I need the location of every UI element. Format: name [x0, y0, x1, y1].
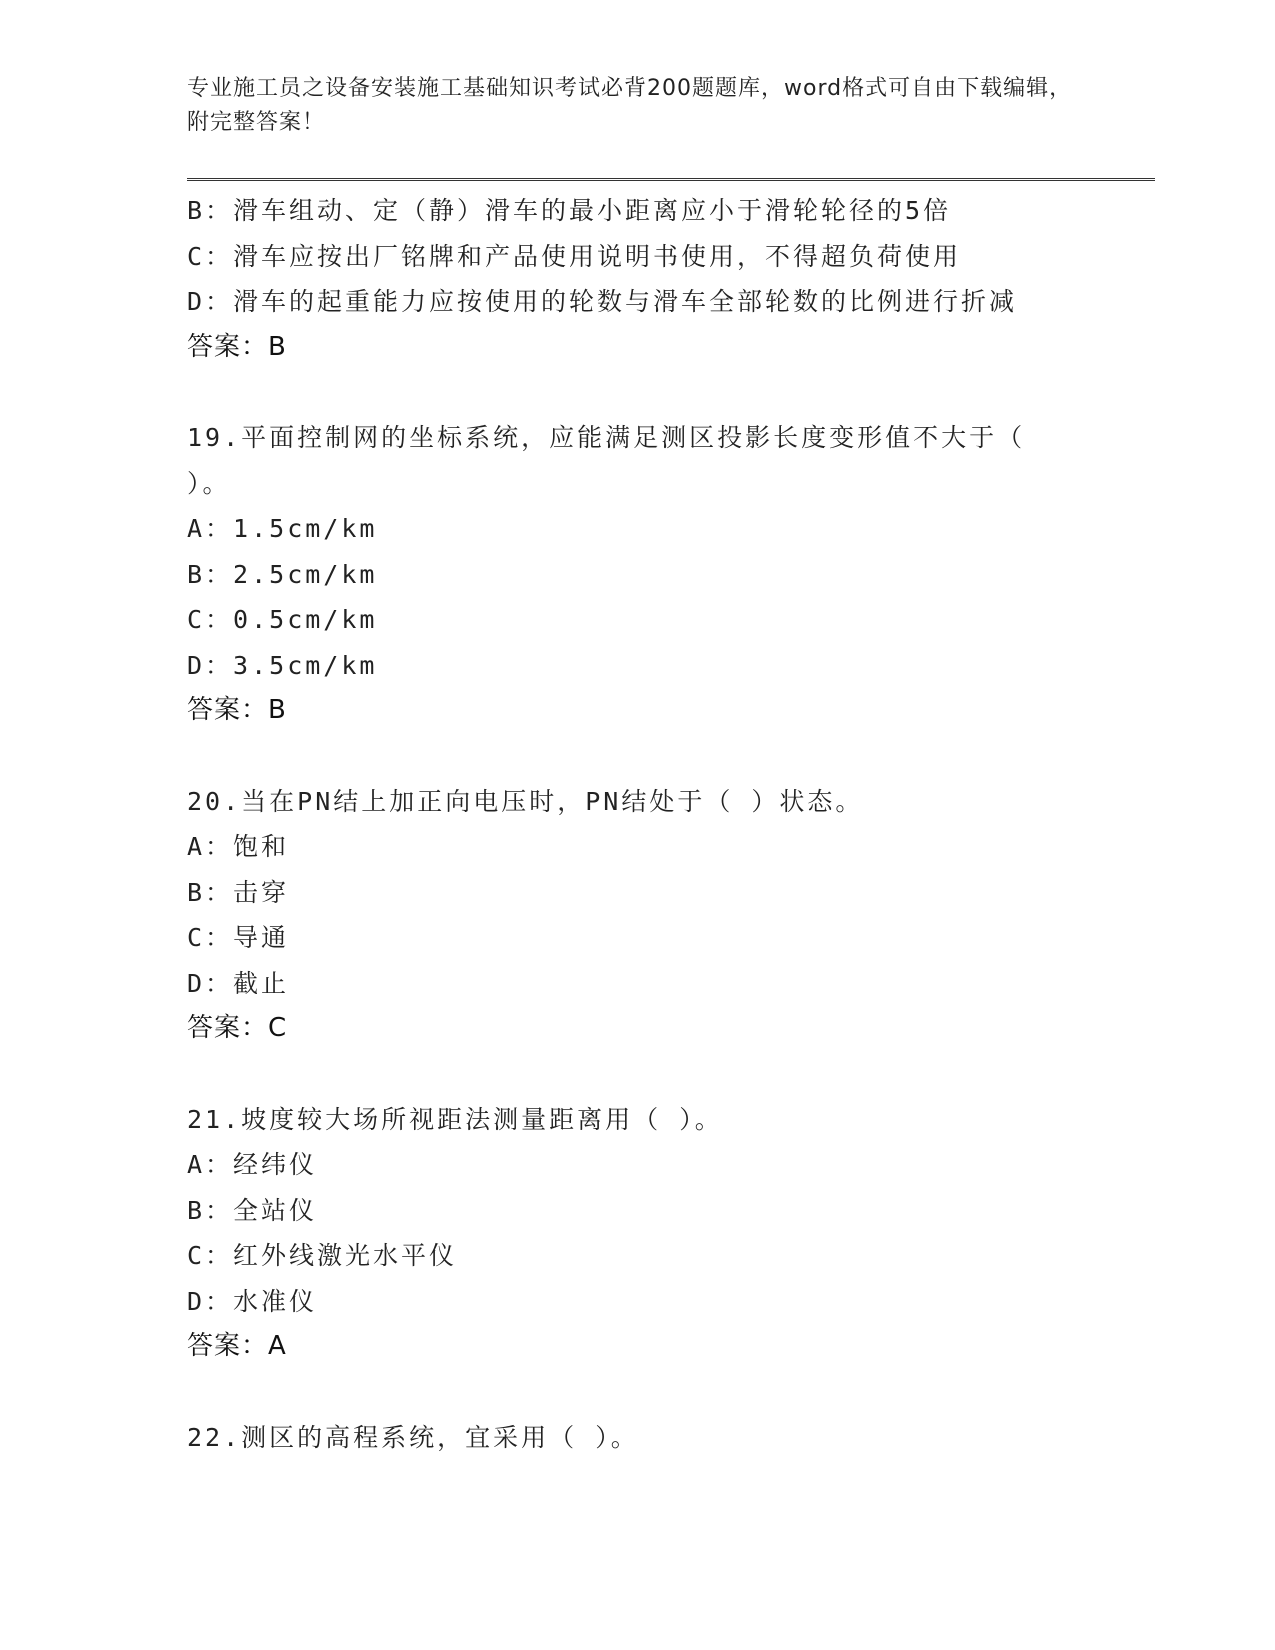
question-stem: 19.平面控制网的坐标系统，应能满足测区投影长度变形值不大于（ ）。	[187, 423, 1026, 498]
option-d: D：滑车的起重能力应按使用的轮数与滑车全部轮数的比例进行折减	[187, 287, 1018, 316]
option-b: B：击穿	[187, 877, 290, 907]
option-c: C：红外线激光水平仪	[187, 1241, 458, 1270]
answer-line: 答案：B	[187, 331, 287, 362]
document-header: 专业施工员之设备安装施工基础知识考试必背200题题库，word格式可自由下载编辑，附完整答案！	[187, 76, 1073, 135]
document-body	[187, 188, 1067, 1460]
question-stem: 21.坡度较大场所视距法测量距离用（ ）。	[187, 1104, 723, 1134]
option-b: B：全站仪	[187, 1195, 318, 1225]
option-d: D：3.5cm/km	[187, 650, 378, 680]
answer-line: 答案：A	[187, 1331, 287, 1361]
option-a: A：饱和	[187, 832, 290, 861]
option-d: D：水准仪	[187, 1286, 318, 1316]
header-divider	[187, 178, 1155, 181]
answer-line: 答案：C	[187, 1013, 288, 1043]
question-22	[187, 1415, 1067, 1461]
option-b: B：2.5cm/km	[187, 559, 378, 589]
question-19	[187, 415, 1067, 734]
option-c: C：导通	[187, 923, 290, 952]
option-a: A：1.5cm/km	[187, 514, 378, 543]
option-d: D：截止	[187, 968, 290, 998]
answer-line: 答案：B	[187, 695, 287, 725]
question-20	[187, 779, 1067, 1052]
option-c: C：滑车应按出厂铭牌和产品使用说明书使用，不得超负荷使用	[187, 241, 962, 271]
question-18-continued	[187, 188, 1067, 370]
option-b: B：滑车组动、定（静）滑车的最小距离应小于滑轮轮径的5倍	[187, 196, 952, 225]
option-c: C：0.5cm/km	[187, 605, 378, 634]
question-stem: 20.当在PN结上加正向电压时，PN结处于（ ）状态。	[187, 786, 864, 816]
option-a: A：经纬仪	[187, 1150, 318, 1179]
question-21	[187, 1097, 1067, 1370]
question-stem: 22.测区的高程系统，宜采用（ ）。	[187, 1422, 639, 1452]
